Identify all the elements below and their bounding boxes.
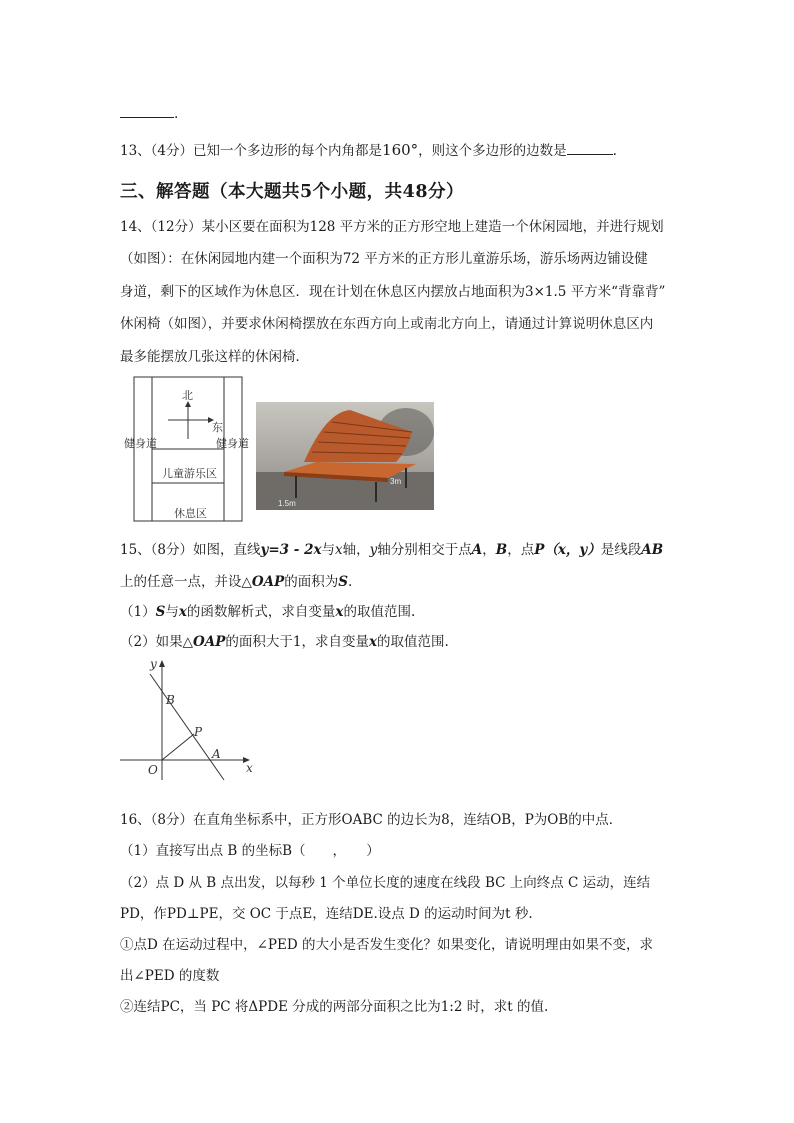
bench-photo: [256, 402, 434, 510]
q15-sub-2: （2）如果△OAP的面积大于1，求自变量x的取值范围.: [120, 634, 449, 650]
q16-line-3: （2）点 D 从 B 点出发，以每秒 1 个单位长度的速度在线段 BC 上向终点 C 运动，连结: [120, 875, 651, 891]
y-axis-label: y: [150, 657, 157, 671]
answer-blank: [567, 140, 613, 155]
q15-sub-1: （1）S与x的函数解析式，求自变量x的取值范围.: [120, 604, 416, 620]
fitness-path-left-label: 健身道: [124, 437, 157, 450]
q16-line-7: ②连结PC，当 PC 将ΔPDE 分成的两部分面积之比为1:2 时，求t 的值.: [120, 999, 549, 1015]
q16-line-1: 16、（8分）在直角坐标系中，正方形OABC 的边长为8，连结OB，P为OB的中点．: [120, 812, 623, 828]
bench-width-label: 1.5m: [278, 499, 296, 508]
q14-line-1: 14、（12分）某小区要在面积为128 平方米的正方形空地上建造一个休闲园地，并进行规划: [120, 219, 664, 235]
q15-coordinate-figure: [118, 656, 258, 786]
question-13: 13、（4分）已知一个多边形的每个内角都是160°，则这个多边形的边数是 .: [120, 141, 617, 159]
q14-line-2: （如图）：在休闲园地内建一个面积为72 平方米的正方形儿童游乐场，游乐场两边铺设健: [120, 251, 648, 267]
segment-op: [162, 734, 194, 760]
point-p-label: P: [194, 725, 203, 739]
angle-value: 160°: [382, 141, 419, 159]
section-title: 三、解答题（本大题共5个小题，共48分）: [120, 182, 465, 202]
park-plan-figure: [124, 375, 249, 525]
x-axis-label: x: [246, 761, 253, 775]
q14-line-3: 身道，剩下的区域作为休息区．现在计划在休息区内摆放占地面积为3×1.5 平方米“背靠背”: [120, 284, 666, 300]
q16-line-4: PD，作PD⊥PE，交 OC 于点E，连结DE.设点 D 的运动时间为t 秒.: [120, 906, 533, 922]
bench-length-label: 3m: [390, 477, 402, 486]
q16-line-2: （1）直接写出点 B 的坐标B（ ， ）: [120, 843, 380, 859]
playground-label: 儿童游乐区: [162, 467, 217, 480]
rest-area-label: 休息区: [174, 507, 207, 520]
line-ab: [150, 674, 224, 780]
q14-line-5: 最多能摆放几张这样的休闲椅．: [120, 349, 309, 365]
fitness-path-right-label: 健身道: [216, 437, 249, 450]
q16-line-6: 出∠PED 的度数: [120, 968, 220, 984]
point-b-label: B: [166, 693, 175, 707]
q16-line-5: ①点D 在运动过程中，∠PED 的大小是否发生变化？如果变化，请说明理由如果不变，求: [120, 937, 653, 953]
east-label: 东: [212, 421, 223, 434]
q15-line-2: 上的任意一点，并设△OAP的面积为S.: [120, 574, 353, 590]
answer-blank: [120, 103, 174, 118]
top-fragment: .: [120, 103, 178, 124]
y-axis-arrow-icon: [159, 660, 165, 667]
q14-line-4: 休闲椅（如图），并要求休闲椅摆放在东西方向上或南北方向上，请通过计算说明休息区内: [120, 316, 654, 332]
north-label: 北: [182, 389, 193, 402]
point-a-label: A: [212, 747, 221, 761]
q15-line-1: 15、（8分）如图，直线y=3 - 2x与x轴，y轴分别相交于点A，B，点P（x，y）是线段AB: [120, 542, 664, 558]
origin-label: O: [148, 763, 158, 777]
